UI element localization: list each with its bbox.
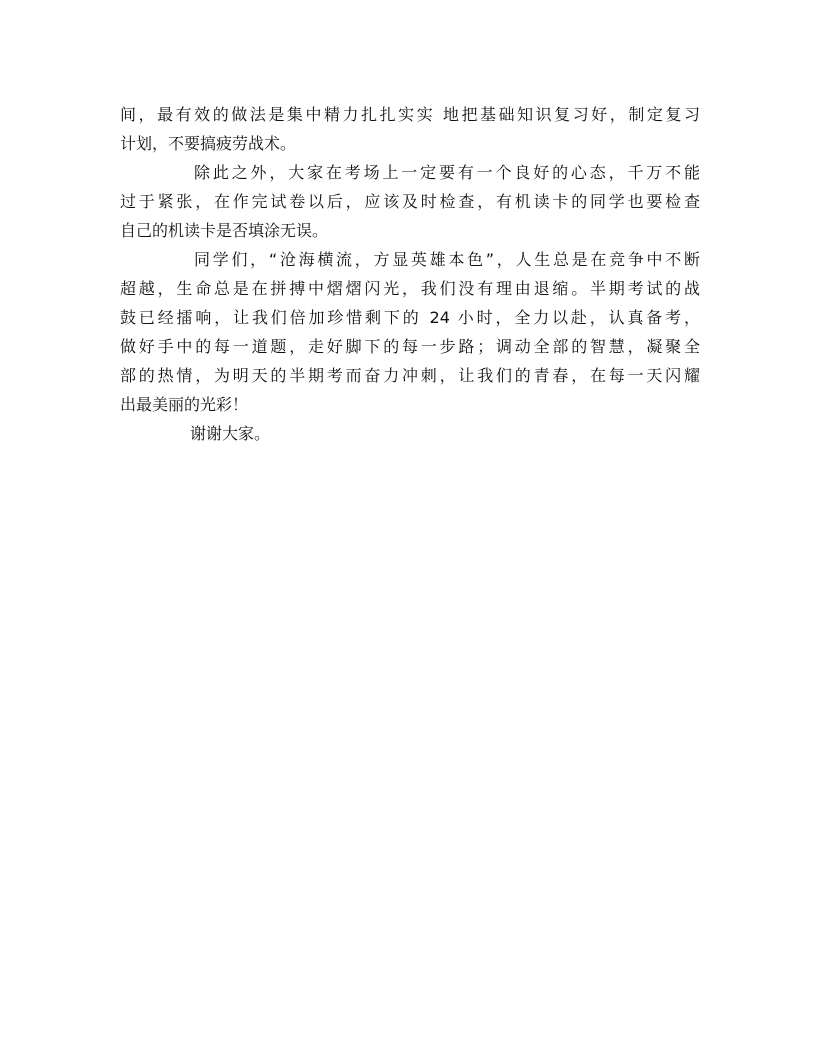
text-line: 间，最有效的做法是集中精力扎扎实实 地把基础知识复习好，制定复习 — [120, 105, 700, 124]
text-line: 自己的机读卡是否填涂无误。 — [120, 221, 329, 240]
document-body — [120, 100, 700, 448]
text-line: 鼓已经擂响，让我们倍加珍惜剩下的 24 小时，全力以赴，认真备考， — [120, 308, 700, 327]
closing-line: 谢谢大家。 — [190, 424, 271, 443]
text-line: 出最美丽的光彩！ — [120, 395, 249, 414]
text-line: 做好手中的每一道题，走好脚下的每一步路；调动全部的智慧，凝聚全 — [120, 337, 700, 356]
text-line: 除此之外，大家在考场上一定要有一个良好的心态，千万不能 — [194, 163, 700, 182]
text-line: 部的热情，为明天的半期考而奋力冲刺，让我们的青春，在每一天闪耀 — [120, 366, 700, 385]
text-line: 同学们，“沧海横流，方显英雄本色”，人生总是在竞争中不断 — [194, 250, 700, 269]
text-line: 超越，生命总是在拼搏中熠熠闪光，我们没有理由退缩。半期考试的战 — [120, 279, 700, 298]
text-line: 过于紧张，在作完试卷以后，应该及时检查，有机读卡的同学也要检查 — [120, 192, 700, 211]
text-line: 计划，不要搞疲劳战术。 — [120, 134, 297, 153]
